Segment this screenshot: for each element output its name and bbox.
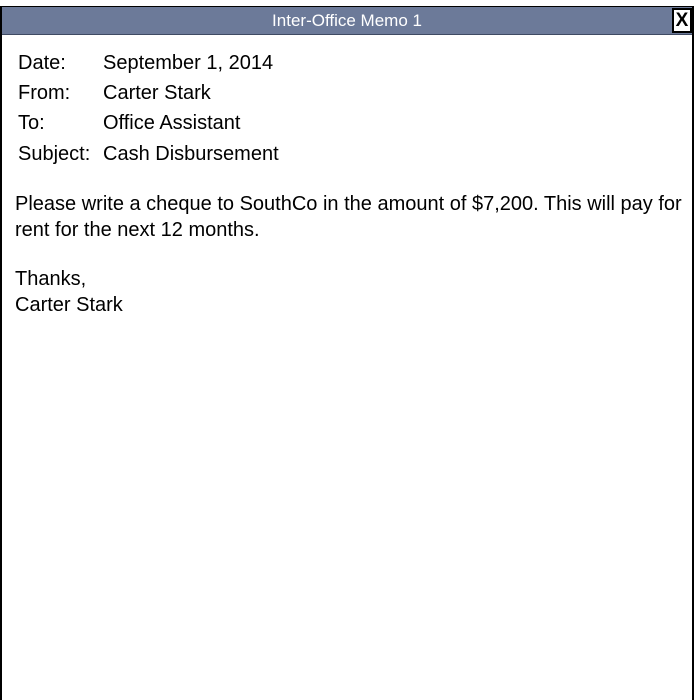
title-bar[interactable] — [2, 7, 692, 35]
memo-subject-row — [18, 139, 279, 169]
memo-window — [0, 6, 694, 700]
memo-header — [18, 48, 279, 169]
memo-from-row — [18, 78, 279, 108]
memo-closing-block — [15, 266, 123, 318]
memo-closing: Thanks, — [15, 268, 87, 290]
from-label: From: — [18, 81, 71, 104]
date-value: September 1, 2014 — [103, 51, 274, 74]
window-title: Inter-Office Memo 1 — [272, 11, 422, 30]
to-label: To: — [18, 112, 45, 135]
memo-signature: Carter Stark — [15, 294, 123, 316]
from-value: Carter Stark — [103, 81, 211, 104]
subject-value: Cash Disbursement — [103, 142, 279, 165]
date-label: Date: — [18, 51, 66, 74]
subject-label: Subject: — [18, 142, 91, 165]
memo-date-row — [18, 48, 279, 78]
memo-body: Please write a cheque to SouthCo in the amount of $7,200. This will pay for rent for the next 12 months. — [15, 193, 682, 241]
close-button[interactable]: X — [672, 8, 692, 33]
memo-to-row — [18, 109, 279, 139]
to-value: Office Assistant — [103, 112, 241, 135]
